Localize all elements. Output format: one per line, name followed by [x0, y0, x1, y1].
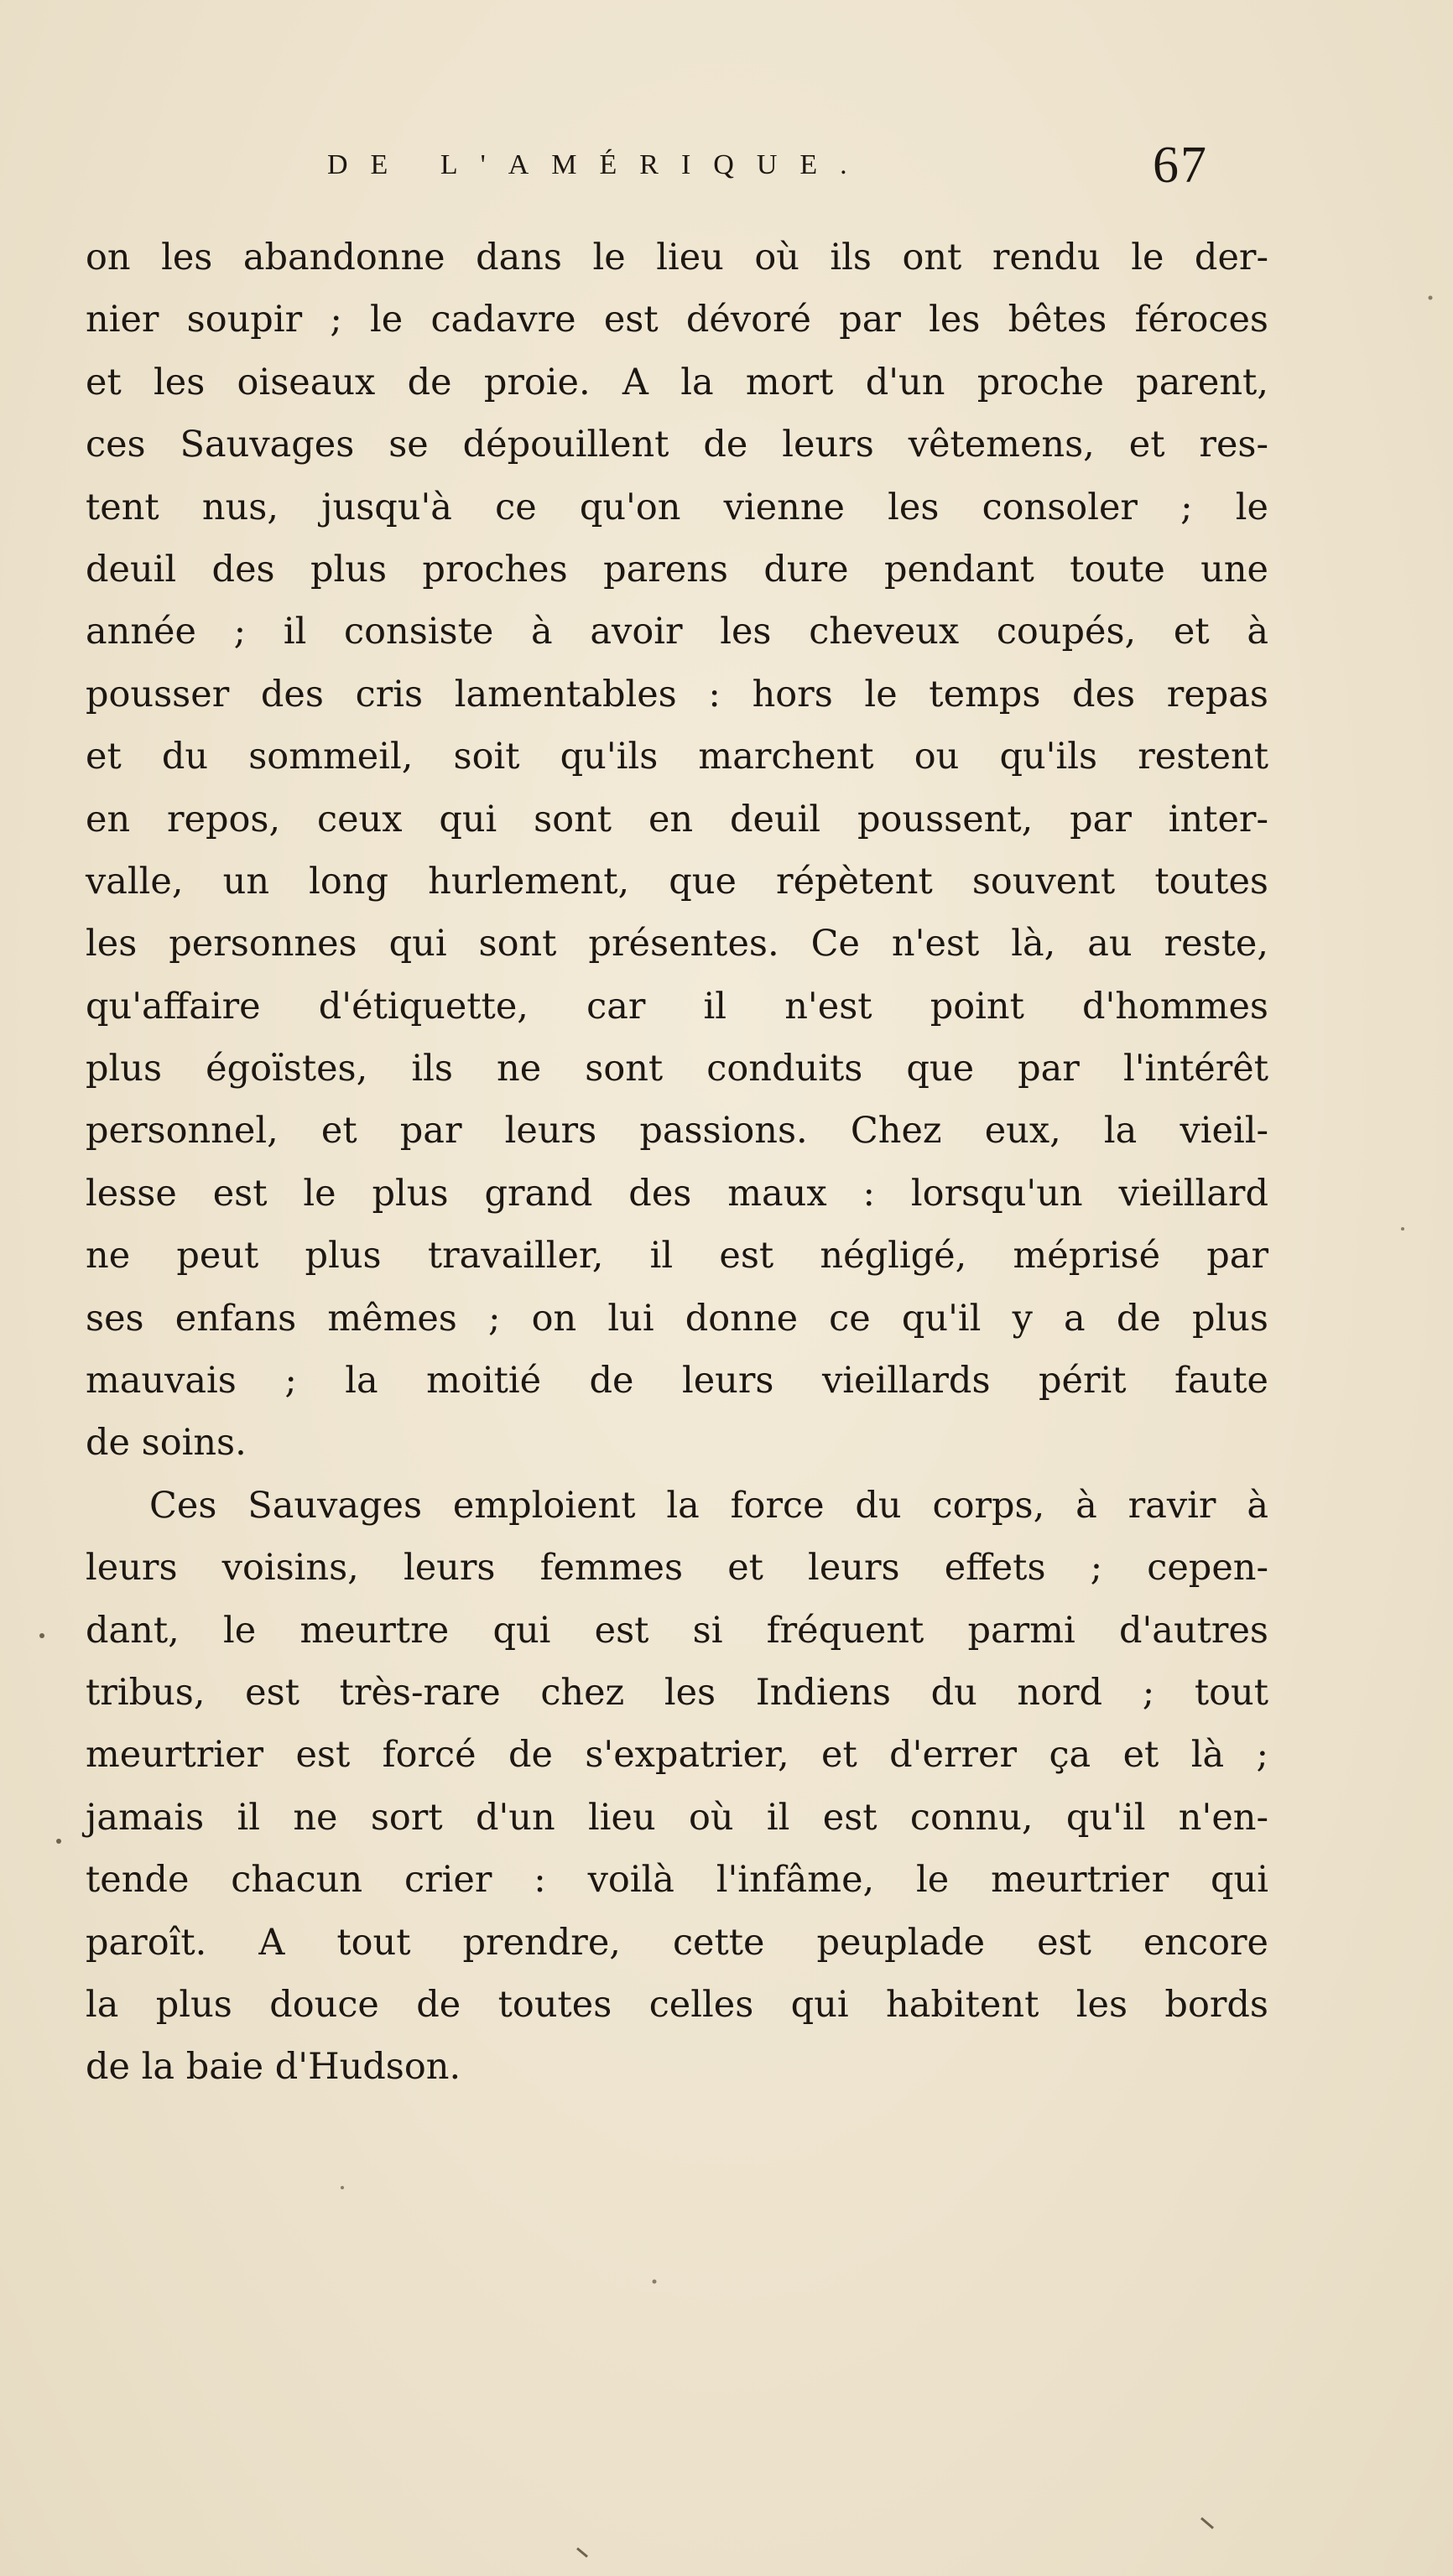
text-line: nier soupir ; le cadavre est dévoré par les bêtes féroces — [86, 299, 1268, 341]
text-line: tent nus, jusqu'à ce qu'on vienne les consoler ; le — [86, 486, 1268, 528]
text-line: plus égoïstes, ils ne sont conduits que par l'intérêt — [86, 1048, 1268, 1090]
text-line: leurs voisins, leurs femmes et leurs effets ; cepen- — [86, 1547, 1268, 1590]
body-text — [86, 226, 1268, 2099]
text-line: tende chacun crier : voilà l'infâme, le meurtrier qui — [86, 1859, 1268, 1902]
paragraph-2 — [86, 1475, 1268, 2099]
text-line: dant, le meurtre qui est si fréquent parmi d'autres — [86, 1609, 1268, 1652]
text-line: ses enfans mêmes ; on lui donne ce qu'il y a de plus — [86, 1297, 1268, 1340]
page-number: 67 — [1153, 137, 1208, 194]
text-line: les personnes qui sont présentes. Ce n'est là, au reste, — [86, 923, 1268, 965]
text-line: lesse est le plus grand des maux : lorsqu'un vieillard — [86, 1172, 1268, 1215]
text-line: de la baie d'Hudson. — [86, 2046, 461, 2089]
text-line: paroît. A tout prendre, cette peuplade est encore — [86, 1921, 1268, 1964]
text-line: ces Sauvages se dépouillent de leurs vêtemens, et res- — [86, 424, 1268, 466]
text-line: ne peut plus travailler, il est négligé, méprisé par — [86, 1235, 1268, 1278]
text-line: et du sommeil, soit qu'ils marchent ou qu'ils restent — [86, 736, 1268, 778]
text-line: année ; il consiste à avoir les cheveux coupés, et à — [86, 611, 1268, 653]
text-line: on les abandonne dans le lieu où ils ont rendu le der- — [86, 237, 1268, 278]
text-line: en repos, ceux qui sont en deuil poussent, par inter- — [86, 798, 1268, 840]
text-line: de soins. — [86, 1422, 247, 1465]
text-line: la plus douce de toutes celles qui habitent les bords — [86, 1983, 1268, 2026]
text-line: valle, un long hurlement, que répètent souvent toutes — [86, 860, 1268, 903]
text-line: meurtrier est forcé de s'expatrier, et d'errer ça et là ; — [86, 1734, 1268, 1777]
text-line: qu'affaire d'étiquette, car il n'est point d'hommes — [86, 985, 1268, 1028]
paragraph-1 — [86, 226, 1268, 1475]
text-line: deuil des plus proches parens dure pendant toute une — [86, 548, 1268, 591]
running-title: DE L'AMÉRIQUE. — [327, 149, 870, 180]
text-line: Ces Sauvages emploient la force du corps, à ravir à — [149, 1484, 1268, 1527]
text-line: tribus, est très-rare chez les Indiens du nord ; tout — [86, 1671, 1268, 1714]
text-line: jamais il ne sort d'un lieu où il est connu, qu'il n'en- — [86, 1796, 1268, 1839]
text-line: pousser des cris lamentables : hors le temps des repas — [86, 673, 1268, 716]
text-line: personnel, et par leurs passions. Chez eux, la vieil- — [86, 1110, 1268, 1153]
running-head — [327, 137, 1208, 200]
text-line: mauvais ; la moitié de leurs vieillards périt faute — [86, 1360, 1268, 1402]
text-line: et les oiseaux de proie. A la mort d'un proche parent, — [86, 361, 1268, 403]
